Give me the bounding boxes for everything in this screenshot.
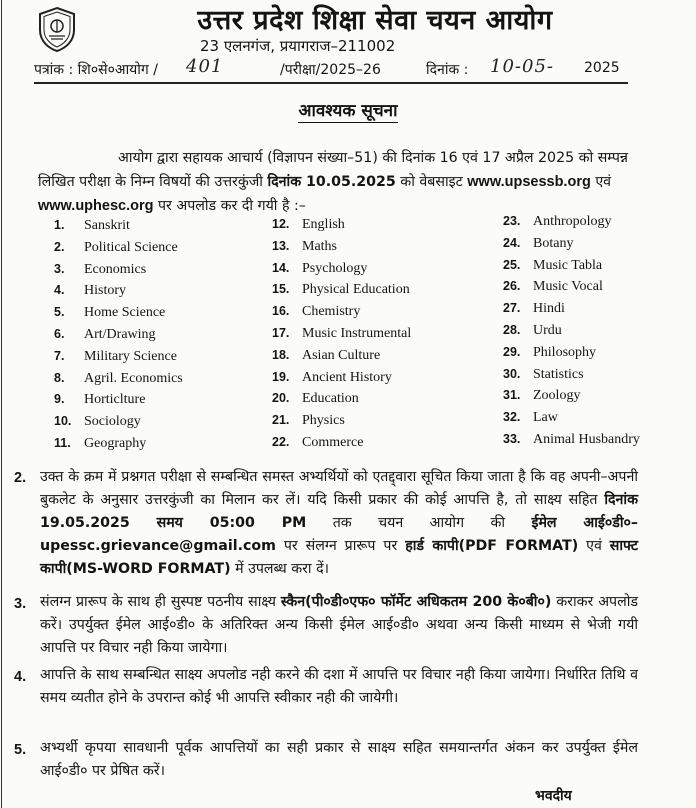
point-number: 5. (14, 742, 27, 758)
subject-name: Military Science (84, 348, 177, 364)
subject-number: 28. (503, 323, 521, 337)
subject-number: 26. (503, 279, 521, 294)
subject-name: Hindi (533, 301, 565, 317)
commission-logo-icon (37, 6, 77, 52)
subject-name: Law (533, 410, 558, 426)
subject-number: 4. (54, 283, 65, 298)
ref-number-handwritten: 401 (186, 56, 224, 77)
subject-name: English (302, 217, 345, 232)
subject-number: 5. (54, 305, 65, 320)
subject-name: History (84, 283, 126, 299)
subject-name: Political Science (84, 239, 178, 255)
notice-title: आवश्यक सूचना (298, 101, 398, 121)
subject-number: 33. (503, 432, 521, 446)
subject-number: 3. (54, 261, 65, 276)
subject-name: Geography (84, 436, 147, 451)
subject-number: 7. (54, 348, 65, 363)
subject-name: Statistics (533, 366, 584, 382)
subject-name: Urdu (533, 323, 562, 338)
subject-number: 15. (272, 282, 290, 297)
hard-copy-format: हार्ड कापी(PDF FORMAT) (405, 538, 579, 554)
answer-key-date: दिनांक 10.05.2025 (267, 174, 396, 190)
date-label: दिनांक : (426, 62, 469, 78)
subject-number: 12. (272, 217, 290, 231)
subject-name: Economics (84, 261, 147, 277)
subject-number: 2. (54, 239, 65, 254)
subject-name: Art/Drawing (84, 327, 156, 342)
subject-name: Commerce (302, 435, 364, 450)
point-number: 3. (14, 596, 27, 612)
subject-name: Music Instrumental (302, 326, 412, 341)
subject-number: 30. (503, 366, 521, 381)
subject-number: 14. (272, 260, 290, 275)
subject-name: Horticlture (84, 392, 146, 408)
point-5-text: अभ्यर्थी कृपया सावधानी पूर्वक आपत्तियों का सही प्रकार से साक्ष्य सहित समयान्तर्गत अंकन कर उपर्युक्त ईमेल आई०डी० पर प्रेषित करें। (40, 740, 638, 779)
subject-number: 6. (54, 327, 65, 341)
subject-name: Psychology (302, 260, 368, 276)
soft-copy-format: साफ्ट कापी(MS-WORD FORMAT) (40, 538, 638, 577)
intro-paragraph: आयोग द्वारा सहायक आचार्य (विज्ञापन संख्या–51) की दिनांक 16 एवं 17 अप्रैल 2025 को सम्पन्न लिखित परीक्षा के निम्न विषयों की उत्तरकुंजी दिनांक 10.05.2025 को वेबसाइट www.upsessb.org एवं www.uphesc.org पर अपलोड कर दी गयी है :– (38, 150, 628, 214)
grievance-email[interactable]: ईमेल आई०डी०–upessc.grievance@gmail.com (40, 515, 638, 554)
header-rule (34, 82, 628, 84)
subject-number: 21. (272, 413, 290, 428)
subject-number: 19. (272, 369, 290, 384)
subject-name: Education (302, 391, 359, 407)
subject-name: Chemistry (302, 304, 361, 320)
subject-name: Animal Husbandry (533, 432, 640, 447)
subject-number: 31. (503, 388, 521, 403)
subject-name: Maths (302, 238, 337, 254)
website-link-upsessb[interactable]: www.upsessb.org (467, 174, 591, 190)
subject-name: Physics (302, 413, 345, 429)
subject-number: 32. (503, 410, 521, 425)
page-border (1, 0, 2, 808)
subject-number: 18. (272, 347, 290, 362)
subject-name: Music Tabla (533, 257, 603, 273)
subject-number: 27. (503, 301, 521, 316)
reference-line (34, 56, 629, 82)
subject-number: 29. (503, 344, 521, 359)
ref-suffix: /परीक्षा/2025–26 (280, 62, 381, 78)
subject-name: Philosophy (533, 344, 597, 360)
subject-number: 17. (272, 326, 290, 340)
point-number: 4. (14, 669, 27, 685)
subject-name: Ancient History (302, 369, 392, 385)
subject-name: Sociology (84, 414, 141, 430)
subject-number: 23. (503, 214, 521, 228)
subject-number: 9. (54, 392, 65, 407)
subject-name: Home Science (84, 305, 166, 321)
subject-name: Sanskrit (84, 218, 130, 233)
commission-address: 23 एलनगंज, प्रयागराज–211002 (200, 37, 396, 55)
point-3-text: संलग्न प्रारूप के साथ ही सुस्पष्ट पठनीय साक्ष्य स्कैन(पी०डी०एफ० फॉर्मेट अधिकतम 200 के०बी०) कराकर अपलोड करें। उपर्युक्त ईमेल आई०डी० के अतिरिक्त अन्य किसी ईमेल आई०डी० अथवा अन्य किसी माध्यम से भेजी गयी आपत्ति पर विचार नही किया जायेगा। (40, 594, 638, 656)
subject-number: 8. (54, 370, 65, 385)
subject-name: Physical Education (302, 282, 410, 298)
date-value-handwritten: 10-05- (490, 56, 554, 77)
subject-name: Asian Culture (302, 347, 381, 363)
point-4-text: आपत्ति के साथ सम्बन्धित साक्ष्य अपलोड नही करने की दशा में आपत्ति पर विचार नही किया जायेगा। निर्धारित तिथि व समय व्यतीत होने के उपरान्त कोई भी आपत्ति स्वीकार नही की जायेगी। (40, 667, 638, 706)
ref-prefix: पत्रांक : शि०से०आयोग / (34, 62, 158, 78)
subject-name: Agril. Economics (84, 370, 183, 386)
date-year: 2025 (584, 60, 620, 76)
scan-format-requirement: स्कैन(पी०डी०एफ० फॉर्मेट अधिकतम 200 के०बी०) (280, 594, 552, 610)
subject-name: Anthropology (533, 214, 612, 229)
point-number: 2. (14, 470, 27, 486)
subject-number: 16. (272, 304, 290, 319)
subject-number: 22. (272, 435, 290, 449)
subject-number: 10. (54, 414, 72, 429)
commission-title: उत्तर प्रदेश शिक्षा सेवा चयन आयोग (197, 5, 553, 36)
subject-name: Zoology (533, 388, 581, 404)
subject-name: Music Vocal (533, 279, 603, 295)
subject-number: 24. (503, 235, 521, 250)
subject-number: 11. (54, 436, 71, 450)
subject-number: 1. (54, 218, 65, 232)
subject-number: 13. (272, 238, 290, 253)
deadline: दिनांक 19.05.2025 समय 05:00 PM (40, 492, 638, 531)
subject-name: Botany (533, 235, 574, 251)
subject-number: 20. (272, 391, 290, 406)
point-2-text: उक्त के क्रम में प्रश्नगत परीक्षा से सम्बन्धित समस्त अभ्यर्थियों को एतद्द्वारा सूचित किया जाता है कि वह अपनी–अपनी बुकलेट के अनुसार उत्तरकुंजी का मिलान कर लें। यदि किसी प्रकार की कोई आपत्ति है, तो साक्ष्य सहित दिनांक 19.05.2025 समय 05:00 PM तक चयन आयोग की ईमेल आई०डी०–upessc.grievance@gmail.com पर संलग्न प्रारूप पर हार्ड कापी(PDF FORMAT) एवं साफ्ट कापी(MS-WORD FORMAT) में उपलब्ध करा दें। (40, 469, 638, 577)
website-link-uphesc[interactable]: www.uphesc.org (38, 198, 154, 214)
signature-closing: भवदीय (535, 788, 572, 804)
subject-number: 25. (503, 257, 521, 272)
